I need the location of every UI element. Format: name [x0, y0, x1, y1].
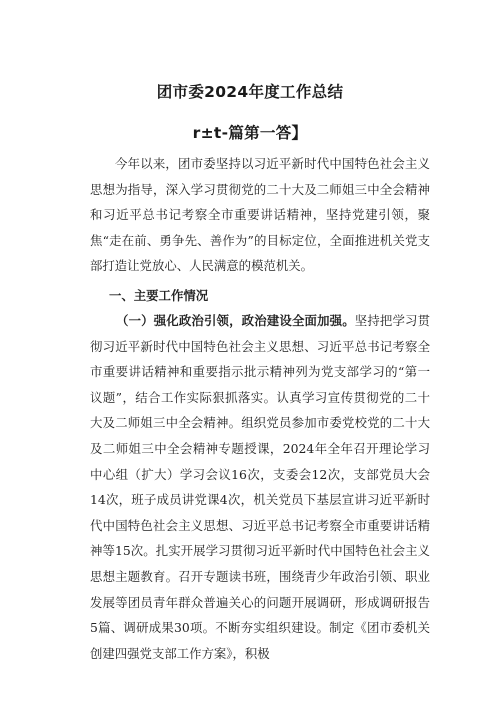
section-heading: 一、主要工作情况 — [109, 288, 209, 303]
subsection-heading: （一）强化政治引领，政治建设全面加强。 — [116, 313, 355, 328]
document-subtitle: r±t-篇第一答】 — [192, 124, 308, 142]
subsection-body: 坚持把学习贯彻习近平新时代中国特色社会主义思想、习近平总书记考察全市重要讲话精神和重要指示批示精神列为党支部学习的“第一议题”，结合工作实际狠抓落实。认真学习宣传贯彻党的二十大及二师姐三中全会精神。组织党员参加市委党校党的二十大及二师姐三中全会精神专题授课，2024年全年召开理论学习中心组（扩大）学习会议16次，支委会12次，支部党员大会14次，班子成员讲党课4次，机关党员下基层宣讲习近平新时代中国特色社会主义思想、习近平总书记考察全市重要讲话精神等15次。扎实开展学习贯彻习近平新时代中国特色社会主义思想主题教育。召开专题读书班，围绕青少年政治引领、职业发展等团员青年群众普遍关心的问题开展调研，形成调研报告5篇、调研成果30项。不断夯实组织建设。制定《团市委机关创建四强党支部工作方案》，积极 — [90, 313, 431, 661]
intro-paragraph: 今年以来，团市委坚持以习近平新时代中国特色社会主义思想为指导，深入学习贯彻党的二十大及二师姐三中全会精神和习近平总书记考察全市重要讲话精神，坚持党建引领，聚焦“走在前、勇争先、善作为”的目标定位，全面推进机关党支部打造让党放心、人民满意的模范机关。 — [90, 156, 430, 274]
subsection-paragraph — [90, 308, 430, 666]
document-title: 团市委2024年度工作总结 — [156, 83, 344, 101]
